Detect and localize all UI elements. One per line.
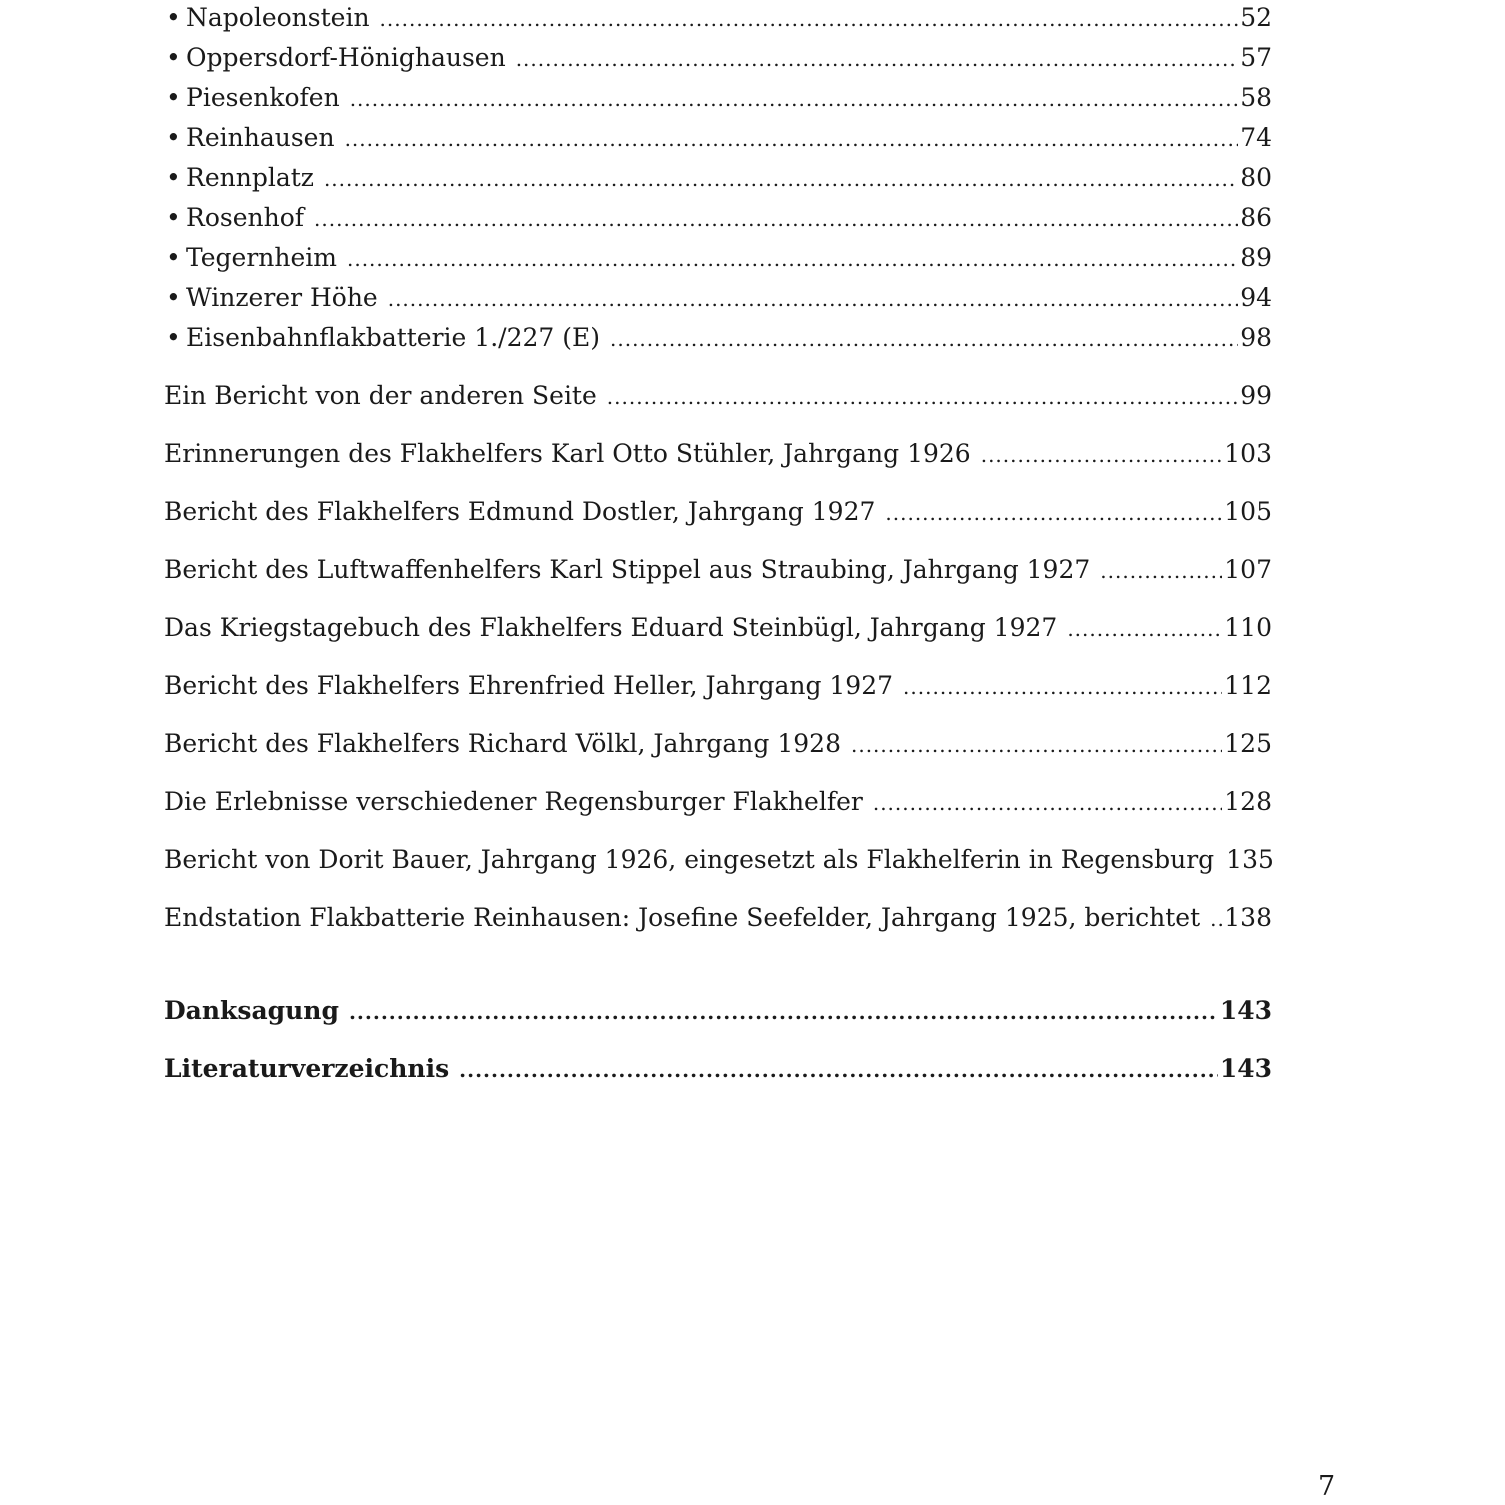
page-number: 7 [1318, 1471, 1336, 1502]
toc-page-number: 52 [1240, 3, 1272, 32]
dot-leader [314, 202, 1238, 236]
toc-page-number: 99 [1240, 381, 1272, 410]
bullet: • [166, 43, 181, 72]
dot-leader [873, 786, 1222, 820]
toc-page-number: 107 [1224, 555, 1272, 584]
dot-leader [1210, 902, 1222, 936]
toc-page-number: 143 [1219, 996, 1272, 1025]
toc-title: Reinhausen [186, 123, 335, 152]
toc-page-number: 94 [1240, 283, 1272, 312]
dot-leader [345, 122, 1239, 156]
dot-leader [903, 670, 1222, 704]
toc-page-number: 86 [1240, 203, 1272, 232]
dot-leader [380, 2, 1239, 36]
toc-title: Eisenbahnflakbatterie 1./227 (E) [186, 323, 600, 352]
bullet: • [166, 123, 181, 152]
bullet: • [166, 243, 181, 272]
toc-subitem [164, 121, 1272, 155]
dot-leader [885, 496, 1222, 530]
dot-leader [1100, 554, 1222, 588]
toc-entry [164, 901, 1272, 935]
toc-subitem [164, 241, 1272, 275]
toc-title: Bericht des Flakhelfers Richard Völkl, Jahrgang 1928 [164, 729, 841, 758]
toc-page-number: 105 [1224, 497, 1272, 526]
toc-entry [164, 379, 1272, 413]
toc-page-number: 58 [1240, 83, 1272, 112]
dot-leader [851, 728, 1222, 762]
dot-leader [516, 42, 1239, 76]
toc-entry [164, 437, 1272, 471]
toc-title: Endstation Flakbatterie Reinhausen: Josefine Seefelder, Jahrgang 1925, berichtet [164, 903, 1201, 932]
toc-page-number: 110 [1224, 613, 1272, 642]
dot-leader [349, 995, 1218, 1029]
toc-title: Literaturverzeichnis [164, 1054, 450, 1083]
toc-page-number: 138 [1224, 903, 1272, 932]
toc-entry [164, 727, 1272, 761]
toc-page-number: 98 [1240, 323, 1272, 352]
toc-entry [164, 843, 1272, 877]
toc-page-number: 112 [1224, 671, 1272, 700]
toc-title: Bericht des Flakhelfers Edmund Dostler, Jahrgang 1927 [164, 497, 876, 526]
toc-page-number: 125 [1224, 729, 1272, 758]
toc-title: Napoleonstein [186, 3, 370, 32]
bullet: • [166, 3, 181, 32]
toc-entry [164, 495, 1272, 529]
toc-subitem [164, 321, 1272, 355]
toc-subitem [164, 201, 1272, 235]
toc-title: Winzerer Höhe [186, 283, 378, 312]
toc-title: Die Erlebnisse verschiedener Regensburger Flakhelfer [164, 787, 863, 816]
toc-title: Oppersdorf-Hönighausen [186, 43, 506, 72]
toc-title: Rennplatz [186, 163, 314, 192]
bullet: • [166, 83, 181, 112]
toc-main-entry [164, 1052, 1272, 1086]
bullet: • [166, 323, 181, 352]
dot-leader [1067, 612, 1222, 646]
dot-leader [610, 322, 1238, 356]
bullet: • [166, 283, 181, 312]
toc-subitem [164, 1, 1272, 35]
dot-leader [459, 1053, 1218, 1087]
toc-page-number: 80 [1240, 163, 1272, 192]
toc-main-entry [164, 994, 1272, 1028]
toc-page-number: 143 [1219, 1054, 1272, 1083]
toc-page-number: 128 [1224, 787, 1272, 816]
bullet: • [166, 203, 181, 232]
toc-title: Bericht des Luftwaffenhelfers Karl Stippel aus Straubing, Jahrgang 1927 [164, 555, 1091, 584]
dot-leader [981, 438, 1223, 472]
toc-page-number: 89 [1240, 243, 1272, 272]
toc-title: Bericht des Flakhelfers Ehrenfried Heller, Jahrgang 1927 [164, 671, 894, 700]
toc-page-number: 103 [1224, 439, 1272, 468]
toc-title: Danksagung [164, 996, 339, 1025]
toc-entry [164, 611, 1272, 645]
toc-title: Das Kriegstagebuch des Flakhelfers Eduard Steinbügl, Jahrgang 1927 [164, 613, 1058, 642]
dot-leader [350, 82, 1239, 116]
bullet: • [166, 163, 181, 192]
dot-leader [347, 242, 1238, 276]
toc-page-number: 135 [1226, 845, 1274, 874]
toc-subitem [164, 41, 1272, 75]
toc-subitem [164, 161, 1272, 195]
toc-title: Tegernheim [186, 243, 337, 272]
toc-entry [164, 553, 1272, 587]
dot-leader [388, 282, 1238, 316]
toc-title: Erinnerungen des Flakhelfers Karl Otto Stühler, Jahrgang 1926 [164, 439, 971, 468]
toc-title: Rosenhof [186, 203, 305, 232]
toc-title: Ein Bericht von der anderen Seite [164, 381, 597, 410]
toc-page-number: 57 [1240, 43, 1272, 72]
toc-title: Piesenkofen [186, 83, 340, 112]
toc-entry [164, 669, 1272, 703]
toc-page-number: 74 [1240, 123, 1272, 152]
dot-leader [324, 162, 1238, 196]
toc-title: Bericht von Dorit Bauer, Jahrgang 1926, eingesetzt als Flakhelferin in Regensburg [164, 845, 1215, 874]
dot-leader [607, 380, 1238, 414]
toc-subitem [164, 281, 1272, 315]
toc-subitem [164, 81, 1272, 115]
toc-entry [164, 785, 1272, 819]
